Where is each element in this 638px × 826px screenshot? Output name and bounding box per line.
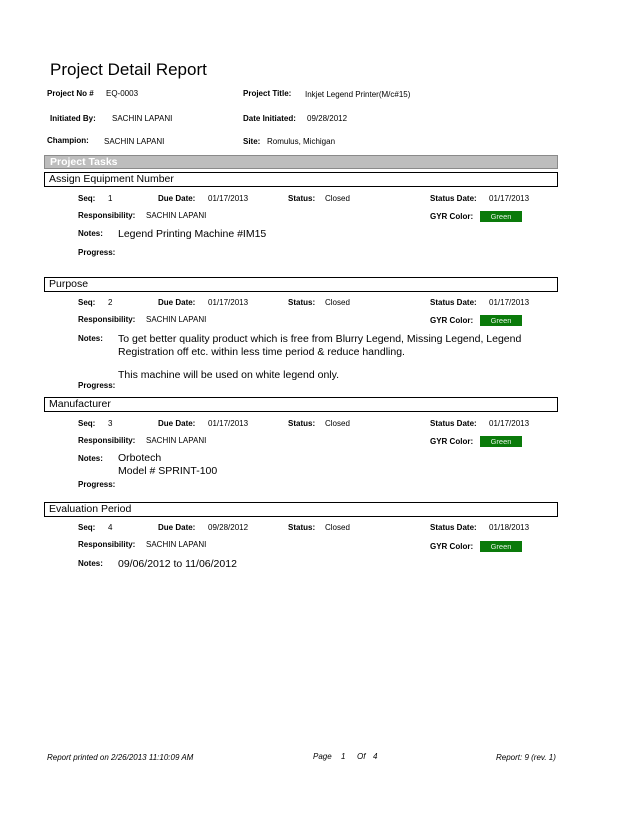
notes-label: Notes: bbox=[78, 334, 103, 343]
status-label: Status: bbox=[288, 194, 316, 203]
notes-label: Notes: bbox=[78, 229, 103, 238]
due-date-value: 01/17/2013 bbox=[208, 419, 249, 428]
status-date-value: 01/17/2013 bbox=[489, 194, 530, 203]
seq-label: Seq: bbox=[78, 523, 96, 532]
due-date-label: Due Date: bbox=[158, 194, 196, 203]
footer-page-number: 1 bbox=[341, 752, 346, 761]
due-date-value: 09/28/2012 bbox=[208, 523, 249, 532]
progress-label: Progress: bbox=[78, 381, 116, 390]
notes-line: Orbotech bbox=[118, 452, 162, 464]
due-date-label: Due Date: bbox=[158, 419, 196, 428]
initiated-by-value: SACHIN LAPANI bbox=[112, 114, 173, 123]
due-date-value: 01/17/2013 bbox=[208, 298, 249, 307]
gyr-color-badge: Green bbox=[480, 315, 522, 326]
seq-value: 3 bbox=[108, 419, 113, 428]
project-tasks-bar bbox=[44, 155, 558, 169]
due-date-label: Due Date: bbox=[158, 523, 196, 532]
notes-label: Notes: bbox=[78, 454, 103, 463]
responsibility-value: SACHIN LAPANI bbox=[146, 540, 207, 549]
footer-printed: Report printed on 2/26/2013 11:10:09 AM bbox=[47, 753, 194, 762]
project-title-value: Inkjet Legend Printer(M/c#15) bbox=[305, 90, 411, 99]
notes-line: Model # SPRINT-100 bbox=[118, 465, 218, 477]
footer-total-pages: 4 bbox=[373, 752, 378, 761]
notes-line: This machine will be used on white legend only. bbox=[118, 369, 340, 381]
status-value: Closed bbox=[325, 523, 350, 532]
notes-label: Notes: bbox=[78, 559, 103, 568]
status-value: Closed bbox=[325, 298, 350, 307]
responsibility-label: Responsibility: bbox=[78, 315, 136, 324]
task-name: Assign Equipment Number bbox=[49, 173, 174, 185]
status-date-label: Status Date: bbox=[430, 194, 477, 203]
status-date-value: 01/17/2013 bbox=[489, 298, 530, 307]
site-value: Romulus, Michigan bbox=[267, 137, 336, 146]
task-section-header bbox=[44, 502, 558, 517]
gyr-color-badge: Green bbox=[480, 541, 522, 552]
project-title-label: Project Title: bbox=[243, 89, 292, 98]
status-date-label: Status Date: bbox=[430, 298, 477, 307]
status-date-label: Status Date: bbox=[430, 419, 477, 428]
champion-label: Champion: bbox=[47, 136, 89, 145]
responsibility-value: SACHIN LAPANI bbox=[146, 315, 207, 324]
footer-of-label: Of bbox=[357, 752, 366, 761]
responsibility-value: SACHIN LAPANI bbox=[146, 436, 207, 445]
responsibility-value: SACHIN LAPANI bbox=[146, 211, 207, 220]
progress-label: Progress: bbox=[78, 248, 116, 257]
gyr-color-label: GYR Color: bbox=[430, 437, 474, 446]
seq-label: Seq: bbox=[78, 419, 96, 428]
date-initiated-label: Date Initiated: bbox=[243, 114, 296, 123]
status-label: Status: bbox=[288, 523, 316, 532]
status-label: Status: bbox=[288, 298, 316, 307]
gyr-color-label: GYR Color: bbox=[430, 212, 474, 221]
seq-label: Seq: bbox=[78, 194, 96, 203]
status-label: Status: bbox=[288, 419, 316, 428]
champion-value: SACHIN LAPANI bbox=[104, 137, 165, 146]
task-section-header bbox=[44, 172, 558, 187]
site-label: Site: bbox=[243, 137, 261, 146]
initiated-by-label: Initiated By: bbox=[50, 114, 96, 123]
task-name: Manufacturer bbox=[49, 398, 111, 410]
report-title: Project Detail Report bbox=[50, 60, 207, 79]
project-no-label: Project No # bbox=[47, 89, 94, 98]
task-name: Purpose bbox=[49, 278, 89, 290]
notes-line: Registration off etc. within less time period & reduce handling. bbox=[118, 346, 405, 358]
gyr-color-badge: Green bbox=[480, 436, 522, 447]
date-initiated-value: 09/28/2012 bbox=[307, 114, 348, 123]
footer-page-label: Page bbox=[313, 752, 332, 761]
responsibility-label: Responsibility: bbox=[78, 211, 136, 220]
progress-label: Progress: bbox=[78, 480, 116, 489]
project-no-value: EQ-0003 bbox=[106, 89, 139, 98]
notes-line: To get better quality product which is free from Blurry Legend, Missing Legend, Legend bbox=[118, 333, 522, 345]
seq-value: 4 bbox=[108, 523, 113, 532]
status-date-value: 01/18/2013 bbox=[489, 523, 530, 532]
due-date-label: Due Date: bbox=[158, 298, 196, 307]
notes-line: Legend Printing Machine #IM15 bbox=[118, 228, 267, 240]
footer-report-id: Report: 9 (rev. 1) bbox=[496, 753, 556, 762]
task-section-header bbox=[44, 277, 558, 292]
responsibility-label: Responsibility: bbox=[78, 436, 136, 445]
seq-value: 2 bbox=[108, 298, 113, 307]
responsibility-label: Responsibility: bbox=[78, 540, 136, 549]
status-date-value: 01/17/2013 bbox=[489, 419, 530, 428]
seq-label: Seq: bbox=[78, 298, 96, 307]
gyr-color-badge: Green bbox=[480, 211, 522, 222]
status-value: Closed bbox=[325, 419, 350, 428]
gyr-color-label: GYR Color: bbox=[430, 542, 474, 551]
task-section-header bbox=[44, 397, 558, 412]
due-date-value: 01/17/2013 bbox=[208, 194, 249, 203]
status-date-label: Status Date: bbox=[430, 523, 477, 532]
gyr-color-label: GYR Color: bbox=[430, 316, 474, 325]
task-name: Evaluation Period bbox=[49, 503, 132, 515]
status-value: Closed bbox=[325, 194, 350, 203]
seq-value: 1 bbox=[108, 194, 113, 203]
notes-line: 09/06/2012 to 11/06/2012 bbox=[118, 558, 237, 570]
project-tasks-label: Project Tasks bbox=[50, 156, 118, 168]
